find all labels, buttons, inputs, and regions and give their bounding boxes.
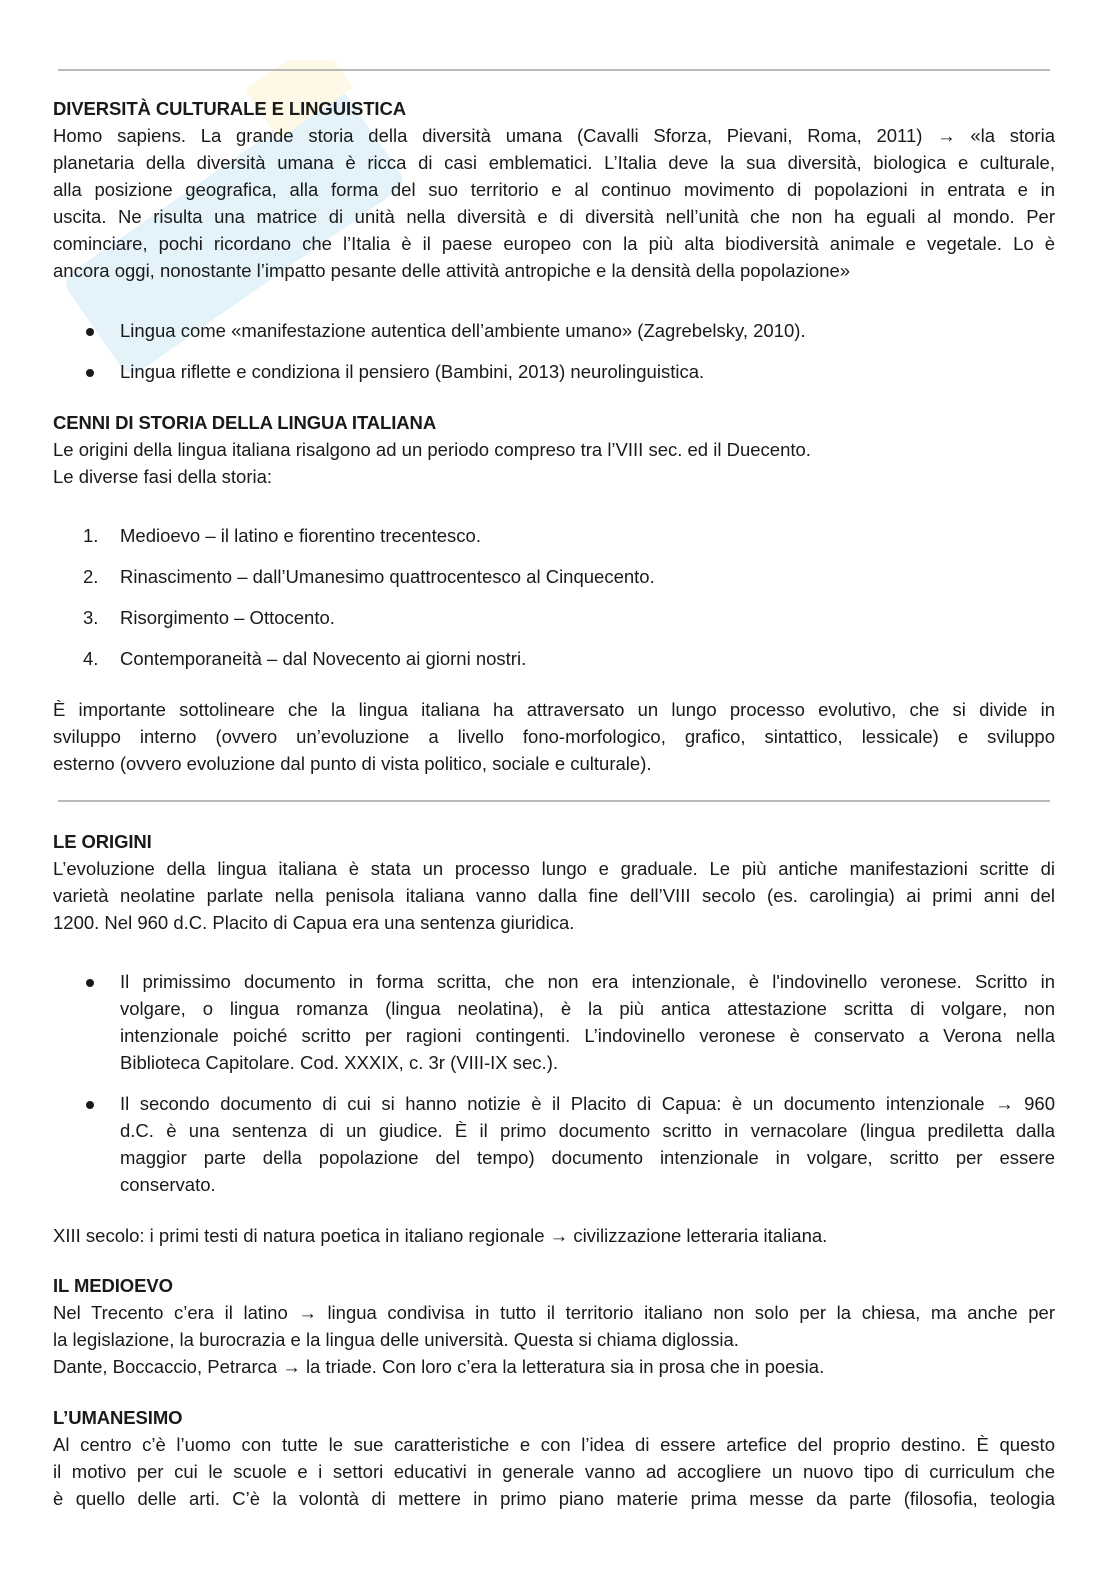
bullet-icon — [86, 328, 94, 336]
paragraph-umanesimo: Al centro c’è l’uomo con tutte le sue caratteristiche e con l’idea di essere artefice del proprio destino. È questo il motivo per cui le scuole e i settori educativi in generale vanno ad accogliere un nuovo tipo di curriculum che è quello delle arti. C’è la volontà di mettere in primo piano materie prima messe da parte (filosofia, teologia — [53, 1434, 1055, 1509]
heading-diversita: DIVERSITÀ CULTURALE E LINGUISTICA — [53, 98, 406, 119]
section-divider — [58, 800, 1050, 802]
heading-il-medioevo: IL MEDIOEVO — [53, 1275, 173, 1296]
paragraph-xiii-secolo: XIII secolo: i primi testi di natura poetica in italiano regionale → civilizzazione letteraria italiana. — [53, 1225, 828, 1246]
heading-le-origini: LE ORIGINI — [53, 831, 152, 852]
paragraph-homo-sapiens: Homo sapiens. La grande storia della diversità umana (Cavalli Sforza, Pievani, Roma, 2011) → «la storia planetaria della diversità umana è ricca di casi emblematici. L’Italia deve la sua diversità, biologica e culturale, alla posizione geografica, alla forma del suo territorio e al continuo movimento di popolazioni in entrata e in uscita. Ne risulta una matrice di unità nella diversità e di diversità nell’unità che non ha eguali al mondo. Per cominciare, pochi ricordano che l’Italia è il paese europeo con la più alta biodiversità animale e vegetale. Lo è ancora oggi, nonostante l’impatto pesante delle attività antropiche e la densità della popolazione» — [53, 125, 1055, 281]
top-divider — [58, 69, 1050, 71]
heading-cenni-storia: CENNI DI STORIA DELLA LINGUA ITALIANA — [53, 412, 437, 433]
heading-umanesimo: L’UMANESIMO — [53, 1407, 183, 1428]
paragraph-evoluzione: L’evoluzione della lingua italiana è stata un processo lungo e graduale. Le più antiche manifestazioni scritte di varietà neolatine parlate nella penisola italiana vanno dalla fine dell’VIII secolo (es. carolingia) ai primi anni del 1200. Nel 960 d.C. Placito di Capua era una sentenza giuridica. — [53, 858, 1055, 933]
bullet-icon — [86, 1101, 94, 1109]
bullet-icon — [86, 369, 94, 377]
paragraph-origini-intro: Le origini della lingua italiana risalgono ad un periodo compreso tra l’VIII sec. ed il Duecento. Le diverse fasi della storia: — [53, 439, 811, 487]
paragraph-medioevo: Nel Trecento c’era il latino → lingua condivisa in tutto il territorio italiano non solo per la chiesa, ma anche per la legislazione, la burocrazia e la lingua delle università. Questa si chiama diglossia. Dante, Boccaccio, Petrarca → la triade. Con loro c’era la letteratura sia in prosa che in poesia. — [53, 1302, 1055, 1377]
paragraph-sviluppo: È importante sottolineare che la lingua italiana ha attraversato un lungo processo evolutivo, che si divide in sviluppo interno (ovvero un’evoluzione a livello fono-morfologico, grafico, sintattico, lessicale) e sviluppo esterno (ovvero evoluzione dal punto di vista politico, sociale e culturale). — [53, 699, 1055, 774]
bullet-icon — [86, 979, 94, 987]
